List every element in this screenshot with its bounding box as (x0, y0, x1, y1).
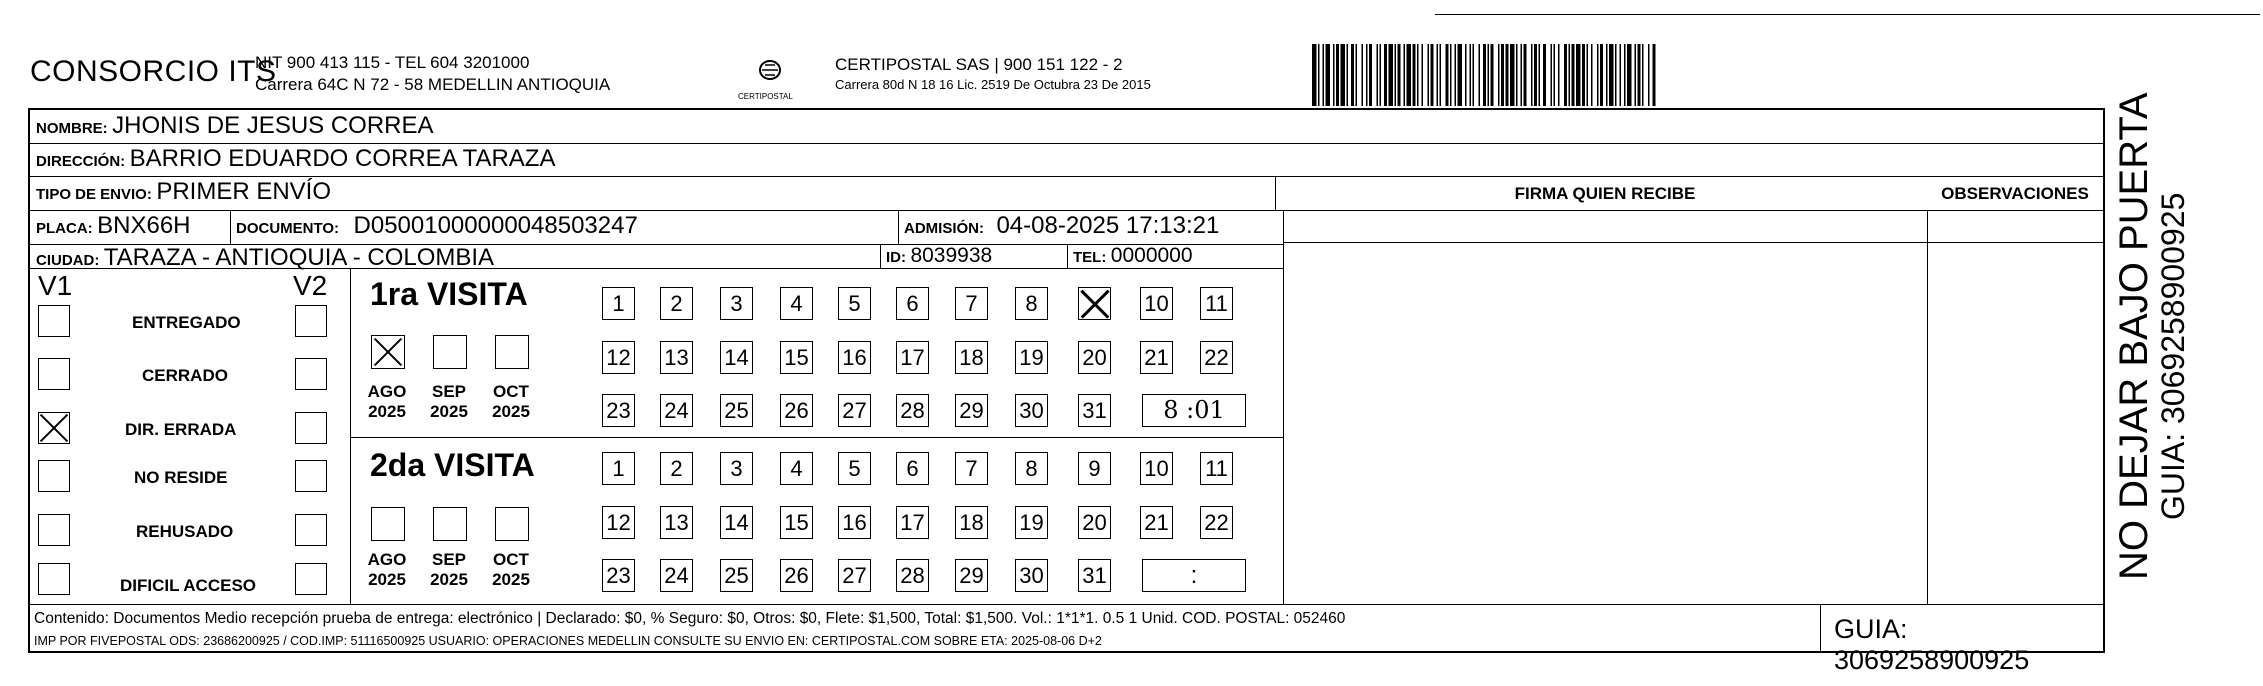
col-divider (350, 268, 351, 604)
barcode-bar (1326, 44, 1331, 106)
nombre-label: NOMBRE: (36, 120, 108, 137)
visit-2-title: 2da VISITA (370, 447, 535, 483)
status-cerrado: CERRADO (142, 366, 228, 385)
barcode-bar (1627, 44, 1632, 106)
visit-1-month-sep-checkbox[interactable] (433, 335, 467, 369)
admision-label: ADMISIÓN: (904, 220, 984, 237)
visit-2-day-3[interactable]: 3 (720, 452, 753, 485)
col-divider (1927, 210, 1928, 604)
visit-2-day-14[interactable]: 14 (720, 506, 753, 539)
company-info (255, 52, 610, 96)
barcode-bar (1417, 44, 1419, 106)
visit-1-day-1[interactable]: 1 (602, 287, 635, 320)
visit-2-day-22[interactable]: 22 (1200, 506, 1233, 539)
visit-1-month-sep: SEP 2025 (430, 382, 468, 421)
visit-2-day-8[interactable]: 8 (1015, 452, 1048, 485)
v1-checkbox-dificil-acceso[interactable] (38, 563, 70, 595)
visit-2-day-19[interactable]: 19 (1015, 506, 1048, 539)
tipo-envio-row (36, 178, 331, 206)
footer-divider (30, 604, 2103, 605)
visit-1-day-20[interactable]: 20 (1078, 341, 1111, 374)
barcode-bar (1389, 44, 1394, 106)
barcode-bar (1491, 44, 1494, 106)
status-entregado: ENTREGADO (132, 313, 241, 332)
visit-2-day-24[interactable]: 24 (660, 559, 693, 592)
barcode-bar (1558, 44, 1560, 106)
visit-1-day-10[interactable]: 10 (1140, 287, 1173, 320)
visit-1-day-16[interactable]: 16 (838, 341, 871, 374)
visit-1-day-7[interactable]: 7 (955, 287, 988, 320)
nombre-row (36, 112, 434, 140)
visit-2-day-9[interactable]: 9 (1078, 452, 1111, 485)
col-divider (1820, 604, 1821, 653)
status-dificil-acceso: DIFICIL ACCESO (120, 576, 257, 595)
barcode-bar (1488, 44, 1490, 106)
visit-2-month-oct: OCT 2025 (492, 550, 530, 589)
visit-1-day-26[interactable]: 26 (780, 394, 813, 427)
tipo-envio-value: PRIMER ENVÍO (156, 178, 332, 205)
id-cell (886, 244, 992, 268)
direccion-row (36, 145, 555, 173)
nombre-value: JHONIS DE JESUS CORREA (112, 112, 434, 139)
visit-1-day-17[interactable]: 17 (896, 341, 929, 374)
barcode-bar (1351, 44, 1354, 106)
visit-1-day-9[interactable] (1078, 287, 1111, 320)
visit-1-day-28[interactable]: 28 (896, 394, 929, 427)
barcode-bar (1473, 44, 1475, 106)
visit-2-day-27[interactable]: 27 (838, 559, 871, 592)
visit-1-month-ago: AGO 2025 (367, 382, 407, 421)
barcode-bar (1521, 44, 1523, 106)
visit-2-time[interactable]: : (1142, 559, 1246, 592)
admision-value: 04-08-2025 17:13:21 (996, 212, 1220, 239)
barcode-bar (1531, 44, 1533, 106)
barcode-bar (1380, 44, 1382, 106)
barcode-bar (1543, 44, 1546, 106)
visit-1-day-19[interactable]: 19 (1015, 341, 1048, 374)
barcode-bar (1539, 44, 1541, 106)
visit-2-day-10[interactable]: 10 (1140, 452, 1173, 485)
status-rehusado: REHUSADO (136, 522, 234, 541)
visit-2-day-28[interactable]: 28 (896, 559, 929, 592)
barcode-bar (1369, 44, 1372, 106)
visit-1-day-8[interactable]: 8 (1015, 287, 1048, 320)
visit-2-day-11[interactable]: 11 (1200, 452, 1233, 485)
barcode-bar (1395, 44, 1397, 106)
visit-2-day-16[interactable]: 16 (838, 506, 871, 539)
v1-header: V1 (38, 270, 73, 301)
visit-1-month-oct: OCT 2025 (492, 382, 530, 421)
footer-content-line: Contenido: Documentos Medio recepción prueba de entrega: electrónico | Declarado: $0, % Seguro: $0, Otros: $0, Flete: $1,500, Total: $1,500. Vol.: 1*1*1. 0.5 1 Unid. COD. POSTAL: 052460 (34, 610, 1346, 627)
ciudad-value: TARAZA - ANTIOQUIA - COLOMBIA (103, 244, 495, 271)
barcode-bar (1569, 44, 1571, 106)
visit-2-day-25[interactable]: 25 (720, 559, 753, 592)
barcode-bar (1404, 44, 1406, 106)
barcode-bar (1582, 44, 1585, 106)
v2-header: V2 (293, 270, 328, 301)
visit-2-day-21[interactable]: 21 (1140, 506, 1173, 539)
barcode-bar (1609, 44, 1614, 106)
barcode-bar (1576, 44, 1581, 106)
visit-1-day-27[interactable]: 27 (838, 394, 871, 427)
visit-1-day-14[interactable]: 14 (720, 341, 753, 374)
v2-checkbox-cerrado[interactable] (295, 358, 327, 390)
row-divider (30, 176, 2103, 177)
barcode-bar (1323, 44, 1325, 106)
v2-checkbox-rehusado[interactable] (295, 514, 327, 546)
placa-label: PLACA: (36, 220, 93, 237)
barcode-bar (1498, 44, 1500, 106)
barcode-bar (1587, 44, 1589, 106)
id-label: ID: (886, 249, 906, 266)
barcode-bar (1564, 44, 1567, 106)
firma-header: FIRMA QUIEN RECIBE (1514, 184, 1696, 203)
barcode-bar (1398, 44, 1401, 106)
visit-1-day-5[interactable]: 5 (838, 287, 871, 320)
barcode-bar (1597, 44, 1599, 106)
footer-imp-line: IMP POR FIVEPOSTAL ODS: 23686200925 / COD.IMP: 51116500925 USUARIO: OPERACIONES MEDELLIN CONSULTE SU ENVIO EN: CERTIPOSTAL.COM SOBRE ETA: 2025-08-06 D+2 (34, 634, 1102, 648)
barcode-bar (1341, 44, 1346, 106)
tel-value: 0000000 (1110, 244, 1193, 267)
barcode-bar (1591, 44, 1593, 106)
barcode-bar (1377, 44, 1379, 106)
visit-1-month-ago-checkbox[interactable] (371, 335, 405, 369)
barcode (1312, 44, 1944, 106)
visit-2-day-15[interactable]: 15 (780, 506, 813, 539)
nit-line: NIT 900 413 115 - TEL 604 3201000 (255, 53, 530, 72)
barcode-bar (1413, 44, 1416, 106)
barcode-bar (1501, 44, 1504, 106)
visit-2-day-26[interactable]: 26 (780, 559, 813, 592)
barcode-bar (1440, 44, 1442, 106)
visit-1-day-30[interactable]: 30 (1015, 394, 1048, 427)
visit-2-day-31[interactable]: 31 (1078, 559, 1111, 592)
visit-2-month-oct-checkbox[interactable] (495, 507, 529, 541)
barcode-bar (1431, 44, 1434, 106)
visit-1-day-4[interactable]: 4 (780, 287, 813, 320)
barcode-bar (1465, 44, 1467, 106)
visit-1-time[interactable]: 8 :01 (1142, 394, 1246, 427)
visit-1-day-23[interactable]: 23 (602, 394, 635, 427)
v2-checkbox-entregado[interactable] (295, 305, 327, 337)
visit-1-day-13[interactable]: 13 (660, 341, 693, 374)
visit-2-day-7[interactable]: 7 (955, 452, 988, 485)
col-divider (230, 210, 231, 244)
visit-1-day-29[interactable]: 29 (955, 394, 988, 427)
visit-2-day-12[interactable]: 12 (602, 506, 635, 539)
visit-1-day-15[interactable]: 15 (780, 341, 813, 374)
barcode-bar (1606, 44, 1608, 106)
barcode-bar (1366, 44, 1368, 106)
v1-checkbox-rehusado[interactable] (38, 514, 70, 546)
barcode-bar (1336, 44, 1339, 106)
barcode-bar (1615, 44, 1617, 106)
certipostal-license: Carrera 80d N 18 16 Lic. 2519 De Octubra 23 De 2015 (835, 77, 1151, 92)
barcode-bar (1356, 44, 1358, 106)
visit-2-day-5[interactable]: 5 (838, 452, 871, 485)
barcode-bar (1455, 44, 1457, 106)
visit-1-title: 1ra VISITA (370, 276, 528, 312)
visit-2-month-sep: SEP 2025 (430, 550, 468, 589)
visit-divider (350, 437, 1283, 438)
observaciones-header: OBSERVACIONES (1941, 184, 2089, 203)
col-divider (1275, 176, 1276, 210)
visit-2-day-17[interactable]: 17 (896, 506, 929, 539)
visit-2-day-18[interactable]: 18 (955, 506, 988, 539)
visit-2-day-23[interactable]: 23 (602, 559, 635, 592)
visit-1-day-12[interactable]: 12 (602, 341, 635, 374)
visit-2-month-ago-checkbox[interactable] (371, 507, 405, 541)
company-name: CONSORCIO ITS (30, 55, 277, 88)
barcode-bar (1600, 44, 1603, 106)
barcode-bar (1407, 44, 1412, 106)
visit-2-day-6[interactable]: 6 (896, 452, 929, 485)
v1-checkbox-no-reside[interactable] (38, 460, 70, 492)
barcode-bar (1428, 44, 1430, 106)
barcode-bar (1458, 44, 1463, 106)
visit-1-day-2[interactable]: 2 (660, 287, 693, 320)
barcode-bar (1347, 44, 1349, 106)
barcode-bar (1437, 44, 1439, 106)
barcode-bar (1648, 44, 1650, 106)
tipo-envio-label: TIPO DE ENVIO: (36, 186, 152, 203)
visit-1-day-25[interactable]: 25 (720, 394, 753, 427)
logo-text: CERTIPOSTAL (738, 92, 793, 101)
barcode-bar (1470, 44, 1472, 106)
documento-value: D05001000000048503247 (353, 212, 638, 239)
v1-checkbox-dir-errada[interactable] (38, 412, 70, 444)
admision-cell (904, 212, 1219, 240)
barcode-bar (1483, 44, 1486, 106)
barcode-bar (1446, 44, 1449, 106)
footer-guia: GUIA: 3069258900925 (1834, 614, 2030, 675)
barcode-bar (1333, 44, 1335, 106)
barcode-bar (1318, 44, 1320, 106)
visit-2-day-2[interactable]: 2 (660, 452, 693, 485)
status-dir-errada: DIR. ERRADA (125, 420, 237, 439)
visit-2-day-4[interactable]: 4 (780, 452, 813, 485)
visit-1-day-3[interactable]: 3 (720, 287, 753, 320)
col-divider (1067, 244, 1068, 268)
barcode-bar (1635, 44, 1637, 106)
barcode-bar (1450, 44, 1452, 106)
visit-2-day-13[interactable]: 13 (660, 506, 693, 539)
row-divider (1283, 242, 2103, 243)
ciudad-cell (36, 244, 494, 272)
delivery-form (28, 108, 2105, 675)
row-divider (30, 210, 2103, 211)
col-divider (1283, 210, 1284, 604)
v1-checkbox-entregado[interactable] (38, 305, 70, 337)
documento-cell (236, 212, 638, 240)
barcode-bar (1554, 44, 1556, 106)
visit-1-day-6[interactable]: 6 (896, 287, 929, 320)
visit-1-day-11[interactable]: 11 (1200, 287, 1233, 320)
barcode-bar (1516, 44, 1518, 106)
tel-cell (1073, 244, 1193, 268)
v2-checkbox-dir-errada[interactable] (295, 412, 327, 444)
side-guia: GUIA: 3069258900925 (2155, 192, 2191, 520)
ciudad-label: CIUDAD: (36, 252, 100, 269)
visit-1-day-31[interactable]: 31 (1078, 394, 1111, 427)
visit-2-month-ago: AGO 2025 (367, 550, 407, 589)
id-value: 8039938 (910, 244, 993, 267)
documento-label: DOCUMENTO: (236, 220, 340, 237)
top-rule (1435, 14, 2260, 15)
barcode-bar (1384, 44, 1387, 106)
direccion-label: DIRECCIÓN: (36, 153, 126, 170)
certipostal-info (835, 55, 1151, 95)
visit-2-day-30[interactable]: 30 (1015, 559, 1048, 592)
barcode-bar (1479, 44, 1481, 106)
barcode-bar (1422, 44, 1424, 106)
visit-2-day-1[interactable]: 1 (602, 452, 635, 485)
barcode-bar (1638, 44, 1641, 106)
barcode-bar (1312, 44, 1317, 106)
v2-checkbox-no-reside[interactable] (295, 460, 327, 492)
visit-1-month-oct-checkbox[interactable] (495, 335, 529, 369)
barcode-bar (1624, 44, 1626, 106)
visit-1-day-18[interactable]: 18 (955, 341, 988, 374)
tel-label: TEL: (1073, 249, 1107, 266)
row-divider (30, 143, 2103, 144)
col-divider (898, 210, 899, 244)
v1-checkbox-cerrado[interactable] (38, 358, 70, 390)
placa-cell (36, 212, 191, 240)
placa-value: BNX66H (97, 212, 191, 239)
barcode-bar (1524, 44, 1527, 106)
col-divider (880, 244, 881, 268)
visit-2-day-20[interactable]: 20 (1078, 506, 1111, 539)
direccion-value: BARRIO EDUARDO CORREA TARAZA (129, 145, 556, 172)
side-warning: NO DEJAR BAJO PUERTA (2112, 92, 2156, 580)
barcode-bar (1510, 44, 1515, 106)
status-no-reside: NO RESIDE (134, 468, 228, 487)
visit-2-month-sep-checkbox[interactable] (433, 507, 467, 541)
barcode-bar (1572, 44, 1575, 106)
barcode-bar (1534, 44, 1537, 106)
barcode-bar (1653, 44, 1656, 106)
address-line: Carrera 64C N 72 - 58 MEDELLIN ANTIOQUIA (255, 75, 611, 94)
visit-1-day-21[interactable]: 21 (1140, 341, 1173, 374)
visit-2-day-29[interactable]: 29 (955, 559, 988, 592)
visit-1-day-24[interactable]: 24 (660, 394, 693, 427)
barcode-bar (1620, 44, 1622, 106)
v2-checkbox-dificil-acceso[interactable] (295, 563, 327, 595)
certipostal-line: CERTIPOSTAL SAS | 900 151 122 - 2 (835, 55, 1123, 74)
barcode-bar (1551, 44, 1553, 106)
barcode-bar (1362, 44, 1364, 106)
barcode-bar (1642, 44, 1644, 106)
visit-1-day-22[interactable]: 22 (1200, 341, 1233, 374)
barcode-bar (1506, 44, 1509, 106)
